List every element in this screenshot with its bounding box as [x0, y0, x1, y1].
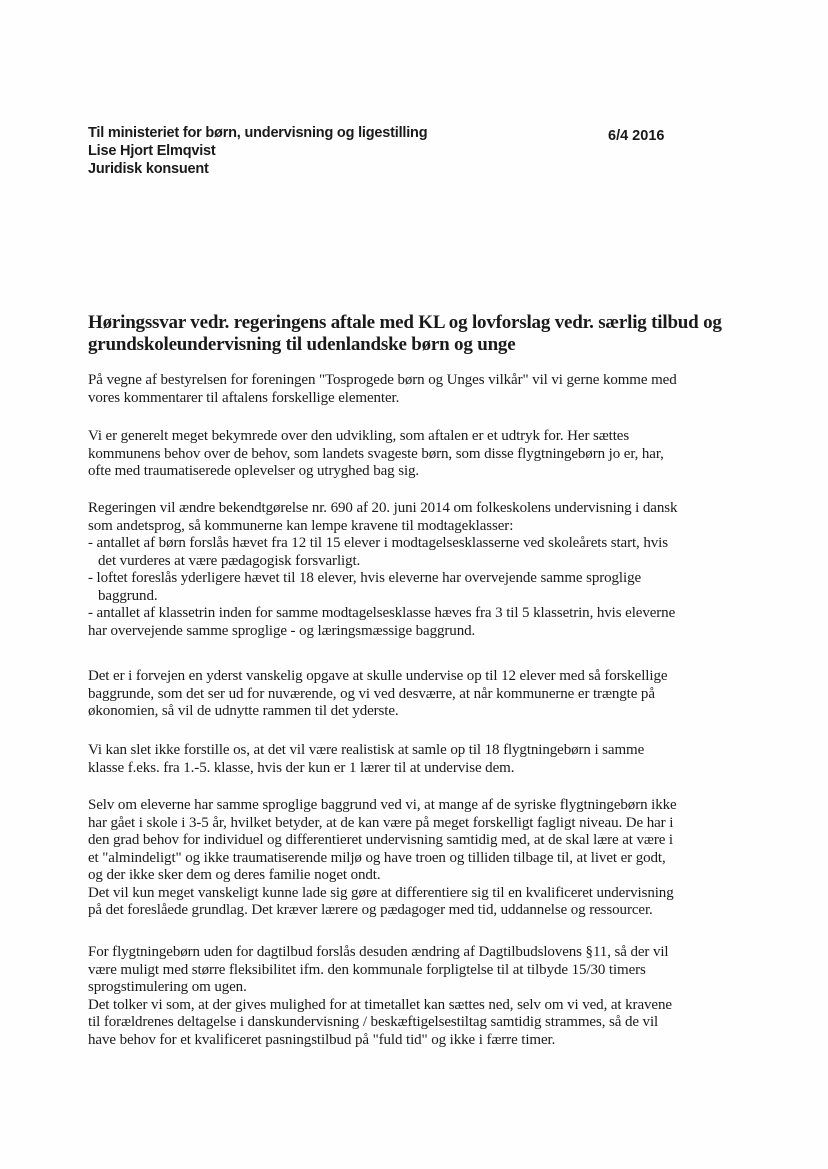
text-line: være muligt med større fleksibilitet ifm. den kommunale forpligtelse til at tilbyde 15/30 timers	[88, 961, 646, 978]
list-item-continuation: baggrund.	[98, 587, 158, 604]
sender-role: Juridisk konsuent	[88, 161, 209, 177]
text-line: kommunens behov over de behov, som landets svageste børn, som disse flygtningebørn jo er, har,	[88, 445, 664, 462]
text-line: og der ikke sker dem og deres familie noget ondt.	[88, 867, 381, 883]
text-line: Vi er generelt meget bekymrede over den udvikling, som aftalen er et udtryk for. Her sættes	[88, 428, 630, 444]
text-line: På vegne af bestyrelsen for foreningen "Tosprogede børn og Unges vilkår" vil vi gerne komme med	[88, 372, 677, 388]
text-line: Det vil kun meget vanskeligt kunne lade sig gøre at differentiere sig til en kvalificeret undervisning	[88, 884, 674, 901]
text-line: som andetsprog, så kommunerne kan lempe kravene til modtageklasser:	[88, 517, 514, 534]
list-item-continuation: det vurderes at være pædagogisk forsvarligt.	[98, 552, 361, 569]
text-line: økonomien, så vil de udnytte rammen til det yderste.	[88, 703, 399, 719]
text-line: Det er i forvejen en yderst vanskelig opgave at skulle undervise op til 12 elever med så forskellige	[88, 668, 668, 684]
text-line: har gået i skole i 3-5 år, hvilket betyder, at de kan være på meget forskelligt fagligt niveau. De har i	[88, 814, 674, 831]
text-line: Selv om eleverne har samme sproglige baggrund ved vi, at mange af de syriske flygtningebørn ikke	[88, 797, 677, 813]
recipient-line: Til ministeriet for børn, undervisning og ligestilling	[88, 125, 428, 141]
letter-header	[88, 124, 608, 178]
text-line: baggrunde, som det ser ud for nuværende, og vi ved desværre, at når kommunerne er trængte på	[88, 685, 655, 702]
paragraph-intro	[88, 372, 736, 407]
text-line: Det tolker vi som, at der gives mulighed for at timetallet kan sættes ned, selv om vi ved, at kravene	[88, 996, 672, 1013]
text-line: den grad behov for individuel og differentieret undervisning samtidig med, at de skal lære at være i	[88, 832, 673, 848]
sender-name: Lise Hjort Elmqvist	[88, 143, 216, 159]
paragraph-daycare	[88, 944, 736, 1049]
paragraph-realism	[88, 742, 736, 777]
text-line: sprogstimulering om ugen.	[88, 979, 247, 995]
list-item: - loftet foreslås yderligere hævet til 18 elever, hvis eleverne har overvejende samme sproglige	[88, 570, 642, 586]
text-line: have behov for et kvalificeret pasningstilbud på "fuld tid" og ikke i færre timer.	[88, 1031, 556, 1048]
text-line: på det foreslåede grundlag. Det kræver lærere og pædagoger med tid, uddannelse og ressourcer.	[88, 902, 653, 918]
paragraph-difficulty	[88, 668, 736, 721]
document-title	[88, 312, 738, 356]
text-line: vores kommentarer til aftalens forskellige elementer.	[88, 389, 400, 406]
text-line: til forældrenes deltagelse i danskundervisning / beskæftigelsestiltag samtidig strammes, så de vil	[88, 1014, 659, 1030]
list-item: - antallet af klassetrin inden for samme modtagelsesklasse hæves fra 3 til 5 klassetrin, hvis eleverne	[88, 605, 676, 621]
list-item: - antallet af børn forslås hævet fra 12 til 15 elever i modtagelsesklasserne ved skoleårets start, hvis	[88, 535, 668, 551]
text-line: et "almindeligt" og ikke traumatiserende miljø og have troen og tilliden tilbage til, at livet er godt,	[88, 849, 666, 866]
title-line: grundskoleundervisning til udenlandske børn og unge	[88, 334, 516, 355]
text-line: For flygtningebørn uden for dagtilbud forslås desuden ændring af Dagtilbudslovens §11, så der vil	[88, 944, 669, 960]
text-line: klasse f.eks. fra 1.-5. klasse, hvis der kun er 1 lærer til at undervise dem.	[88, 759, 515, 776]
paragraph-proposal	[88, 500, 736, 640]
text-line: Vi kan slet ikke forstille os, at det vil være realistisk at samle op til 18 flygtningebørn i samme	[88, 742, 645, 758]
paragraph-concern	[88, 428, 736, 481]
letter-date: 6/4 2016	[608, 128, 665, 144]
list-item-continuation: har overvejende samme sproglige - og læringsmæssige baggrund.	[88, 622, 476, 639]
text-line: Regeringen vil ændre bekendtgørelse nr. 690 af 20. juni 2014 om folkeskolens undervisning i dansk	[88, 500, 678, 516]
paragraph-syrian-children	[88, 797, 736, 920]
title-line: Høringssvar vedr. regeringens aftale med KL og lovforslag vedr. særlig tilbud og	[88, 312, 722, 333]
text-line: ofte med traumatiserede oplevelser og utryghed bag sig.	[88, 463, 420, 479]
